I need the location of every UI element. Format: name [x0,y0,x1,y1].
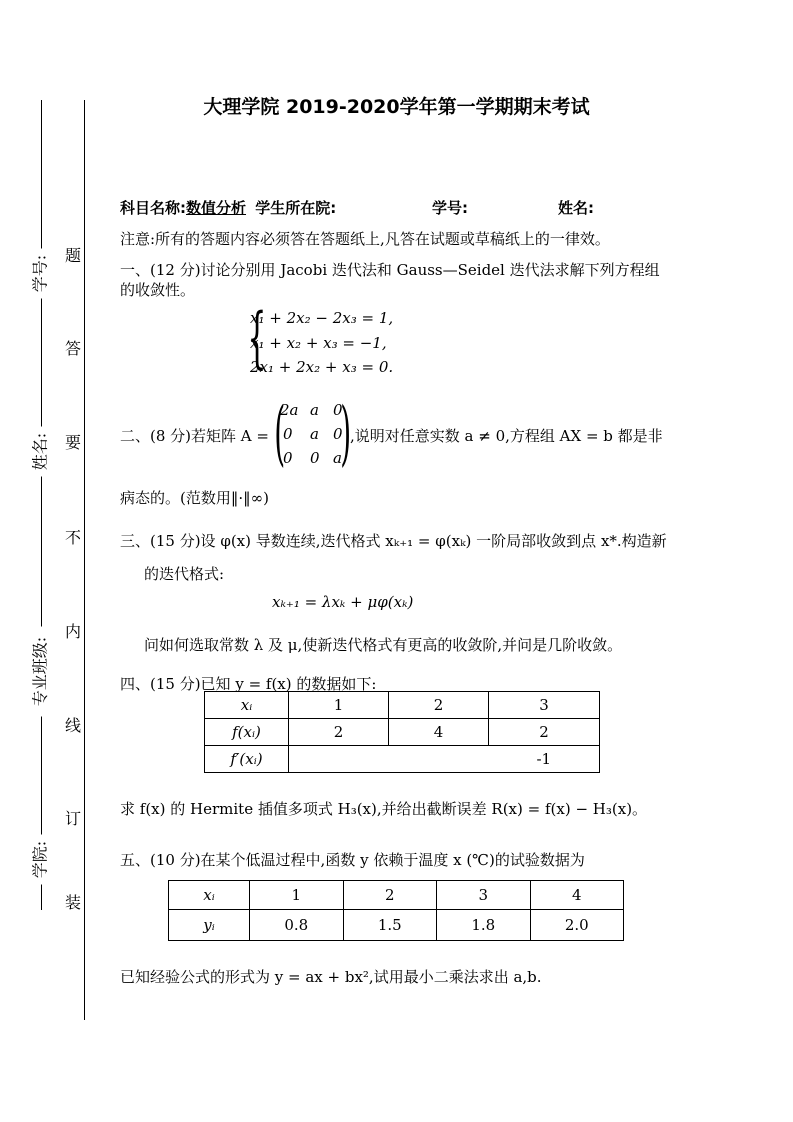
q4-data-table [204,691,600,773]
table-cell: 2 [389,692,489,719]
seal-label-name: 姓名: [28,427,51,477]
q5-line1: 五、(10 分)在某个低温过程中,函数 y 依赖于温度 x (℃)的试验数据为 [120,851,585,869]
q2-m10: 0 [283,425,293,443]
table-header-cell: xᵢ [169,881,250,910]
q1-eq1: x₁ + 2x₂ − 2x₃ = 1, [250,309,394,327]
seal-char-1: 题 [65,246,82,265]
seal-char-2: 答 [65,339,82,358]
q2-m02: 0 [333,401,343,419]
seal-char-3: 要 [65,433,82,452]
subject-value: 数值分析 [186,199,247,217]
q2-m11: a [310,425,319,443]
table-cell: 1 [250,881,344,910]
table-cell: 3 [437,881,531,910]
table-cell: 2.0 [530,910,624,941]
q4-line2: 求 f(x) 的 Hermite 插值多项式 H₃(x),并给出截断误差 R(x) = f(x) − H₃(x)。 [120,800,648,818]
table-cell: -1 [489,746,600,773]
table-cell: 4 [389,719,489,746]
q3-line3: 问如何选取常数 λ 及 μ,使新迭代格式有更高的收敛阶,并问是几阶收敛。 [144,636,623,654]
college-label: 学生所在院: [255,199,337,217]
table-cell [289,746,389,773]
q1-line2: 的收敛性。 [120,281,196,299]
binding-left-line [41,100,42,910]
q2-suffix: ,说明对任意实数 a ≠ 0,方程组 AX = b 都是非 [350,427,663,445]
seal-label-class: 专业班级: [28,627,51,717]
table-cell: 1.8 [437,910,531,941]
exam-header [120,197,336,218]
q2-m20: 0 [283,449,293,467]
table-cell: 1.5 [343,910,437,941]
seal-char-4: 不 [65,528,82,547]
q3-line2: 的迭代格式: [144,565,225,583]
q1-eq2: x₁ + x₂ + x₃ = −1, [250,334,387,352]
q4-line1: 四、(15 分)已知 y = f(x) 的数据如下: [120,675,377,693]
q1-eq3: 2x₁ + 2x₂ + x₃ = 0. [250,358,394,376]
table-row [169,881,624,910]
q5-line2: 已知经验公式的形式为 y = ax + bx²,试用最小二乘法求出 a,b. [120,968,542,986]
q2-matrix-left-paren: ( [274,392,286,474]
table-cell: 3 [489,692,600,719]
student-name-label: 姓名: [558,199,594,217]
table-row [169,910,624,941]
seal-label-college: 学院: [28,835,51,885]
q1-brace: { [247,299,267,376]
table-header-cell: xᵢ [205,692,289,719]
binding-right-line [84,100,85,1020]
seal-label-student-id: 学号: [28,249,51,299]
exam-title: 大理学院 2019-2020学年第一学期期末考试 [203,96,590,118]
student-id-label: 学号: [432,199,468,217]
notice-text: 注意:所有的答题内容必须答在答题纸上,凡答在试题或草稿纸上的一律效。 [120,230,610,248]
q3-formula: xₖ₊₁ = λxₖ + μφ(xₖ) [272,593,414,611]
seal-char-5: 内 [65,622,82,641]
table-row [205,746,600,773]
seal-char-7: 订 [65,809,82,828]
q2-m12: 0 [333,425,343,443]
q2-matrix-right-paren: ) [340,392,352,474]
q2-m22: a [333,449,342,467]
table-header-cell: f(xᵢ) [205,719,289,746]
table-cell: 2 [289,719,389,746]
table-row [205,719,600,746]
table-row [205,692,600,719]
table-cell: 2 [343,881,437,910]
table-header-cell: yᵢ [169,910,250,941]
q2-line2: 病态的。(范数用‖·‖∞) [120,489,269,507]
table-cell: 1 [289,692,389,719]
q2-m00: 2a [280,401,299,419]
table-cell: 4 [530,881,624,910]
table-cell [389,746,489,773]
seal-char-8: 装 [65,893,82,912]
q2-m21: 0 [310,449,320,467]
q5-data-table [168,880,624,941]
table-header-cell: f′(xᵢ) [205,746,289,773]
q2-m01: a [310,401,319,419]
q1-line1: 一、(12 分)讨论分别用 Jacobi 迭代法和 Gauss—Seidel 迭代法求解下列方程组 [120,261,660,279]
seal-char-6: 线 [65,716,82,735]
table-cell: 0.8 [250,910,344,941]
table-cell: 2 [489,719,600,746]
q2-prefix: 二、(8 分)若矩阵 A = [120,427,269,445]
subject-label: 科目名称: [120,199,186,217]
q3-line1: 三、(15 分)设 φ(x) 导数连续,迭代格式 xₖ₊₁ = φ(xₖ) 一阶局部收敛到点 x*.构造新 [120,532,667,550]
